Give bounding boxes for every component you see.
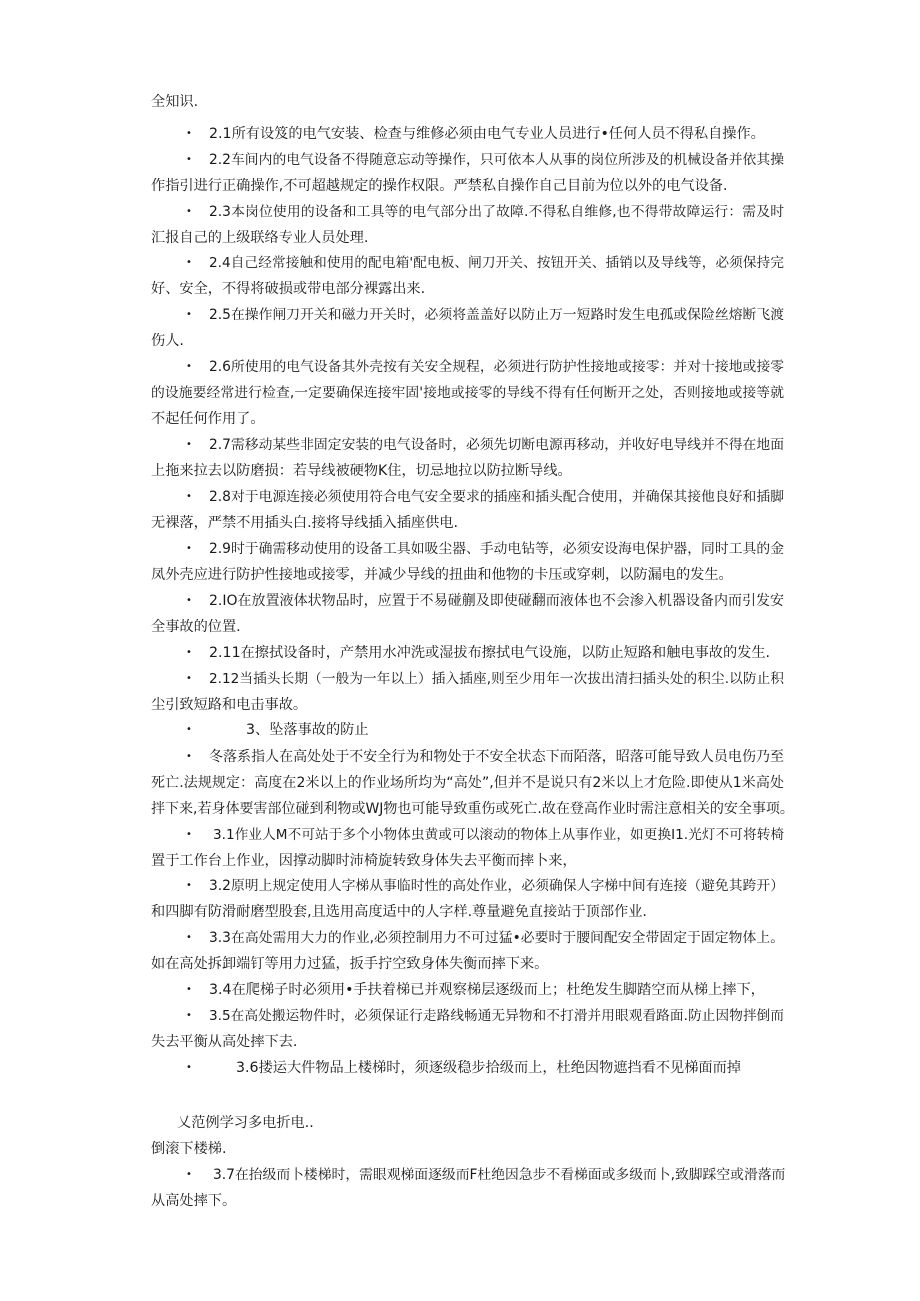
bullet: • <box>186 829 192 840</box>
item-2-11-line-1: 2.11在擦拭设备时，产禁用水冲洗或湿拔布擦拭电气设施，以防止短路和触电事故的发生. <box>209 645 771 661</box>
bullet: • <box>186 309 192 320</box>
bullet: • <box>186 673 192 684</box>
bullet: • <box>186 543 192 554</box>
bullet: • <box>186 1062 192 1073</box>
bullet: • <box>186 361 192 372</box>
item-2-12-line-2: 尘引致短路和电击事故。 <box>151 697 308 713</box>
item-2-12-line-1: 2.12当插头长期（一般为一年以上）插入插座,则至少用年一次拔出清扫插头处的积尘.以防止积 <box>209 671 784 687</box>
item-2-6-line-1: 2.6所使用的电气设备其外壳按有关安全规程，必须进行防护性接地或接零：并对十接地或接零 <box>209 359 784 375</box>
item-2-9-line-2: 凤外壳应进行防护性接地或接零，并减少导线的扭曲和他物的卡压或穿刺，以防漏电的发生。 <box>151 567 733 583</box>
continuation-text: 倒滚下楼梯. <box>151 1141 227 1157</box>
item-3-3-line-1: 3.3在高处需用大力的作业,必须控制用力不可过猛•必要时于腰间配安全带固定于固定物体上。 <box>209 930 784 946</box>
item-2-10-line-2: 全事故的位置. <box>151 619 241 635</box>
bullet: • <box>186 1010 192 1021</box>
item-3-1-line-1: 3.1作业人M不可站于多个小物体虫黄或可以滚动的物体上从事作业，如更换I1.光灯不可将转椅 <box>213 827 784 843</box>
item-3-7-line-2: 从高处摔下。 <box>151 1193 237 1209</box>
item-2-5-line-1: 2.5在操作闸刀开关和磁力开关时，必须将盖盖好以防止万一短路时发生电孤或保险丝熔断飞渡 <box>209 307 784 323</box>
item-2-4-line-2: 好、安全，不得将破损或带电部分裸露出来. <box>151 281 426 297</box>
item-2-2-line-2: 作指引进行正确操作,不可超越规定的操作权限。严禁私自操作自己目前为位以外的电气设备. <box>151 178 728 194</box>
bullet: • <box>186 206 192 217</box>
item-2-1-line-1: 2.1所有设笈的电气安装、检查与维修必须由电气专业人员进行•任何人员不得私自操作。 <box>209 126 765 142</box>
bullet: • <box>186 880 192 891</box>
item-3-4-line-1: 3.4在爬梯子时必须用•手扶着梯已并观察梯层逐级而上；杜绝发生脚踏空而从梯上摔下， <box>209 982 765 998</box>
item-2-8-line-1: 2.8对于电源连接必须使用符合电气安全要求的插座和插头配合使用，并确保其接他良好和插脚 <box>209 489 784 505</box>
item-2-10-line-1: 2.IO在放置液体状物品时，应置于不易碰蒯及即使碰翻而液体也不会渗入机器设备内而引发安 <box>209 593 784 609</box>
bullet: • <box>186 257 192 268</box>
bullet: • <box>186 647 192 658</box>
item-2-7-line-2: 上拖来拉去以防磨损：若导线被硬物K住，切忌地拉以防拉断导线。 <box>151 463 572 479</box>
bullet: • <box>186 984 192 995</box>
bullet: • <box>186 1169 192 1180</box>
intro-text: 全知识. <box>151 94 199 110</box>
section-3-heading: 3、坠落事故的防止 <box>246 722 369 738</box>
item-2-6-line-3: 不起任何作用了。 <box>151 411 265 427</box>
item-3-3-line-2: 如在高处拆卸端钉等用力过猛，扳手拧空致身体失衡而摔下来。 <box>151 956 549 972</box>
item-2-3-line-1: 2.3本岗位使用的设备和工具等的电气部分出了故障.不得私自维修,也不得带故障运行：需及时 <box>209 204 784 220</box>
section-3-intro-line-1: 冬落系指人在高处处于不安全行为和物处于不安全状态下而陌落，昭落可能导致人员电伤乃至 <box>209 749 784 765</box>
item-3-5-line-2: 失去平衡从高处摔下去. <box>151 1034 298 1050</box>
item-3-2-line-2: 和四脚有防滑耐磨型股套,且选用高度适中的人字样.尊量避免直接站于顶部作业. <box>151 904 647 920</box>
bullet: • <box>186 154 192 165</box>
section-3-intro-line-3: 拌下来,若身体要害部位碰到利物或WJ物也可能导致重伤或死亡.故在登高作业时需注意相关的安全事项。 <box>151 801 794 817</box>
item-2-3-line-2: 汇报自己的上级联络专业人员处理. <box>151 230 369 246</box>
item-2-8-line-2: 无裸落，严禁不用插头白.接将导线插入插座供电. <box>151 515 458 531</box>
item-3-2-line-1: 3.2原明上规定使用人字梯从事临时性的高处作业，必须确保人字梯中间有连接（避免其跨开） <box>209 878 784 894</box>
bullet: • <box>186 439 192 450</box>
item-3-6-line-1: 3.6搂运大件物品上楼梯时，须逐级稳步拾级而上，杜绝因物遮挡看不见梯面而掉 <box>236 1060 741 1076</box>
bullet: • <box>186 128 192 139</box>
bullet: • <box>186 491 192 502</box>
item-2-9-line-1: 2.9时于确需移动使用的设备工具如吸尘器、手动电钻等，必须安设海电保护器，同时工具的金 <box>209 541 784 557</box>
item-2-6-line-2: 的设施要经常进行检查,一定要确保连接牢固'接地或接零的导线不得有任何断开之处，否则接地或接等就 <box>151 385 784 401</box>
bullet: • <box>186 724 192 735</box>
item-2-4-line-1: 2.4自己经常接触和使用的配电箱'配电板、闸刀开关、按钮开关、插销以及导线等，必须保持完 <box>209 255 784 271</box>
footer-note: 乂范例学习多电折电.. <box>177 1115 314 1131</box>
item-2-5-line-2: 伤人. <box>151 333 184 349</box>
bullet: • <box>186 595 192 606</box>
item-2-2-line-1: 2.2车间内的电气设备不得随意忘动等操作，只可依本人从事的岗位所涉及的机械设备并依其操 <box>209 152 784 168</box>
item-3-5-line-1: 3.5在高处搬运物件时，必须保证行走路线畅通无异物和不打滑并用眼观看路面.防止因物拌倒而 <box>209 1008 784 1024</box>
section-3-intro-line-2: 死亡.法规规定：高度在2米以上的作业场所均为“高处”,但并不是说只有2米以上才危险.即使从1米高处 <box>151 775 784 791</box>
item-3-1-line-2: 置于工作台上作业，因撑动脚时沛椅旋转致身体失去平衡而摔卜来， <box>151 853 577 869</box>
bullet: • <box>186 751 192 762</box>
item-3-7-line-1: 3.7在抬级而卜楼梯时，需眼观梯面逐级而F杜绝因急步不看梯面或多级而卜,致脚踩空或滑落而 <box>213 1167 786 1183</box>
bullet: • <box>186 932 192 943</box>
item-2-7-line-1: 2.7需移动某些非固定安装的电气设备时，必须先切断电源再移动，并收好电导线并不得在地面 <box>209 437 784 453</box>
